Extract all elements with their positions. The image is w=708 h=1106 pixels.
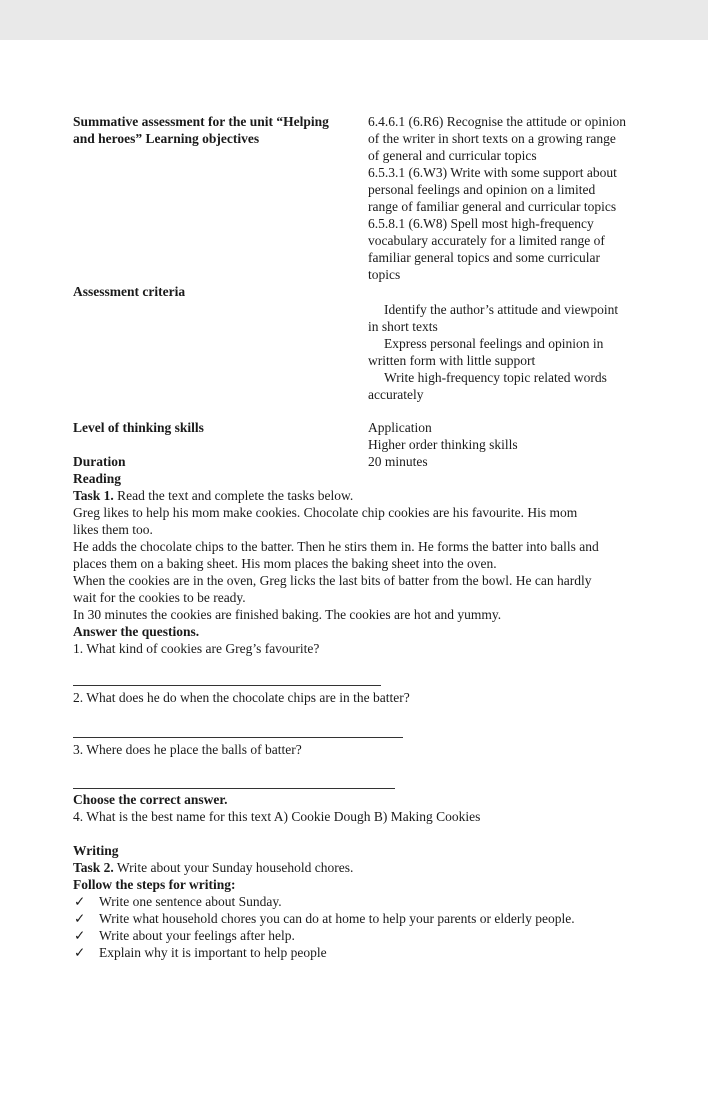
criteria-line: written form with little support — [368, 353, 536, 368]
reading-text-line: Greg likes to help his mom make cookies. Chocolate chip cookies are his favourite. His mom — [73, 505, 578, 520]
reading-text-line: He adds the chocolate chips to the batter. Then he stirs them in. He forms the batter into balls and — [73, 539, 599, 554]
step-item: Write one sentence about Sunday. — [99, 894, 282, 909]
steps-heading: Follow the steps for writing: — [73, 877, 236, 892]
criteria-line: Express personal feelings and opinion in — [384, 336, 604, 351]
step-item: Write about your feelings after help. — [99, 928, 295, 943]
reading-text-line: places them on a baking sheet. His mom places the baking sheet into the oven. — [73, 556, 497, 571]
answer-line-3[interactable] — [73, 788, 395, 789]
objective-line: of the writer in short texts on a growing range — [368, 131, 616, 146]
checkmark-icon: ✓ — [74, 928, 86, 943]
writing-heading: Writing — [73, 843, 119, 858]
reading-heading: Reading — [73, 471, 122, 486]
step-item: Write what household chores you can do at home to help your parents or elderly people. — [99, 911, 575, 926]
duration-label: Duration — [73, 454, 126, 469]
question-2: 2. What does he do when the chocolate chips are in the batter? — [73, 690, 410, 705]
question-3: 3. Where does he place the balls of batter? — [73, 742, 302, 757]
criteria-line: Write high-frequency topic related words — [384, 370, 607, 385]
choose-answer-heading: Choose the correct answer. — [73, 792, 228, 807]
assessment-criteria-label: Assessment criteria — [73, 284, 186, 299]
checkmark-icon: ✓ — [74, 894, 86, 909]
criteria-line: accurately — [368, 387, 424, 402]
answer-line-1[interactable] — [73, 685, 381, 686]
objective-line: 6.5.8.1 (6.W8) Spell most high-frequency — [368, 216, 594, 231]
objective-line: vocabulary accurately for a limited range of — [368, 233, 605, 248]
reading-text-line: likes them too. — [73, 522, 153, 537]
question-1: 1. What kind of cookies are Greg’s favourite? — [73, 641, 320, 656]
unit-title-line-1: Summative assessment for the unit “Helping — [73, 114, 329, 129]
objective-line: personal feelings and opinion on a limited — [368, 182, 596, 197]
answer-questions-heading: Answer the questions. — [73, 624, 200, 639]
objective-line: topics — [368, 267, 401, 282]
question-4: 4. What is the best name for this text A) Cookie Dough B) Making Cookies — [73, 809, 481, 824]
task-1-text: Read the text and complete the tasks below. — [113, 488, 354, 503]
objective-line: 6.4.6.1 (6.R6) Recognise the attitude or opinion — [368, 114, 626, 129]
top-bar — [0, 0, 708, 40]
criteria-line: Identify the author’s attitude and viewpoint — [384, 302, 619, 317]
thinking-skills-value-1: Application — [368, 420, 432, 435]
criteria-line: in short texts — [368, 319, 438, 334]
objective-line: of general and curricular topics — [368, 148, 537, 163]
reading-text-line: When the cookies are in the oven, Greg licks the last bits of batter from the bowl. He can hardly — [73, 573, 592, 588]
objective-line: range of familiar general and curricular topics — [368, 199, 617, 214]
reading-text-line: wait for the cookies to be ready. — [73, 590, 246, 605]
task-2-label: Task 2. — [73, 860, 114, 875]
step-item: Explain why it is important to help people — [99, 945, 327, 960]
document-page — [0, 40, 708, 1106]
task-2-instruction — [73, 859, 353, 876]
task-2-text: Write about your Sunday household chores. — [113, 860, 354, 875]
thinking-skills-label: Level of thinking skills — [73, 420, 204, 435]
objective-line: familiar general topics and some curricular — [368, 250, 601, 265]
answer-line-2[interactable] — [73, 737, 403, 738]
task-1-label: Task 1. — [73, 488, 114, 503]
reading-text-line: In 30 minutes the cookies are finished baking. The cookies are hot and yummy. — [73, 607, 502, 622]
unit-title-line-2: and heroes” Learning objectives — [73, 131, 260, 146]
task-1-instruction — [73, 487, 353, 504]
thinking-skills-value-2: Higher order thinking skills — [368, 437, 518, 452]
checkmark-icon: ✓ — [74, 945, 86, 960]
duration-value: 20 minutes — [368, 454, 428, 469]
objective-line: 6.5.3.1 (6.W3) Write with some support about — [368, 165, 617, 180]
checkmark-icon: ✓ — [74, 911, 86, 926]
